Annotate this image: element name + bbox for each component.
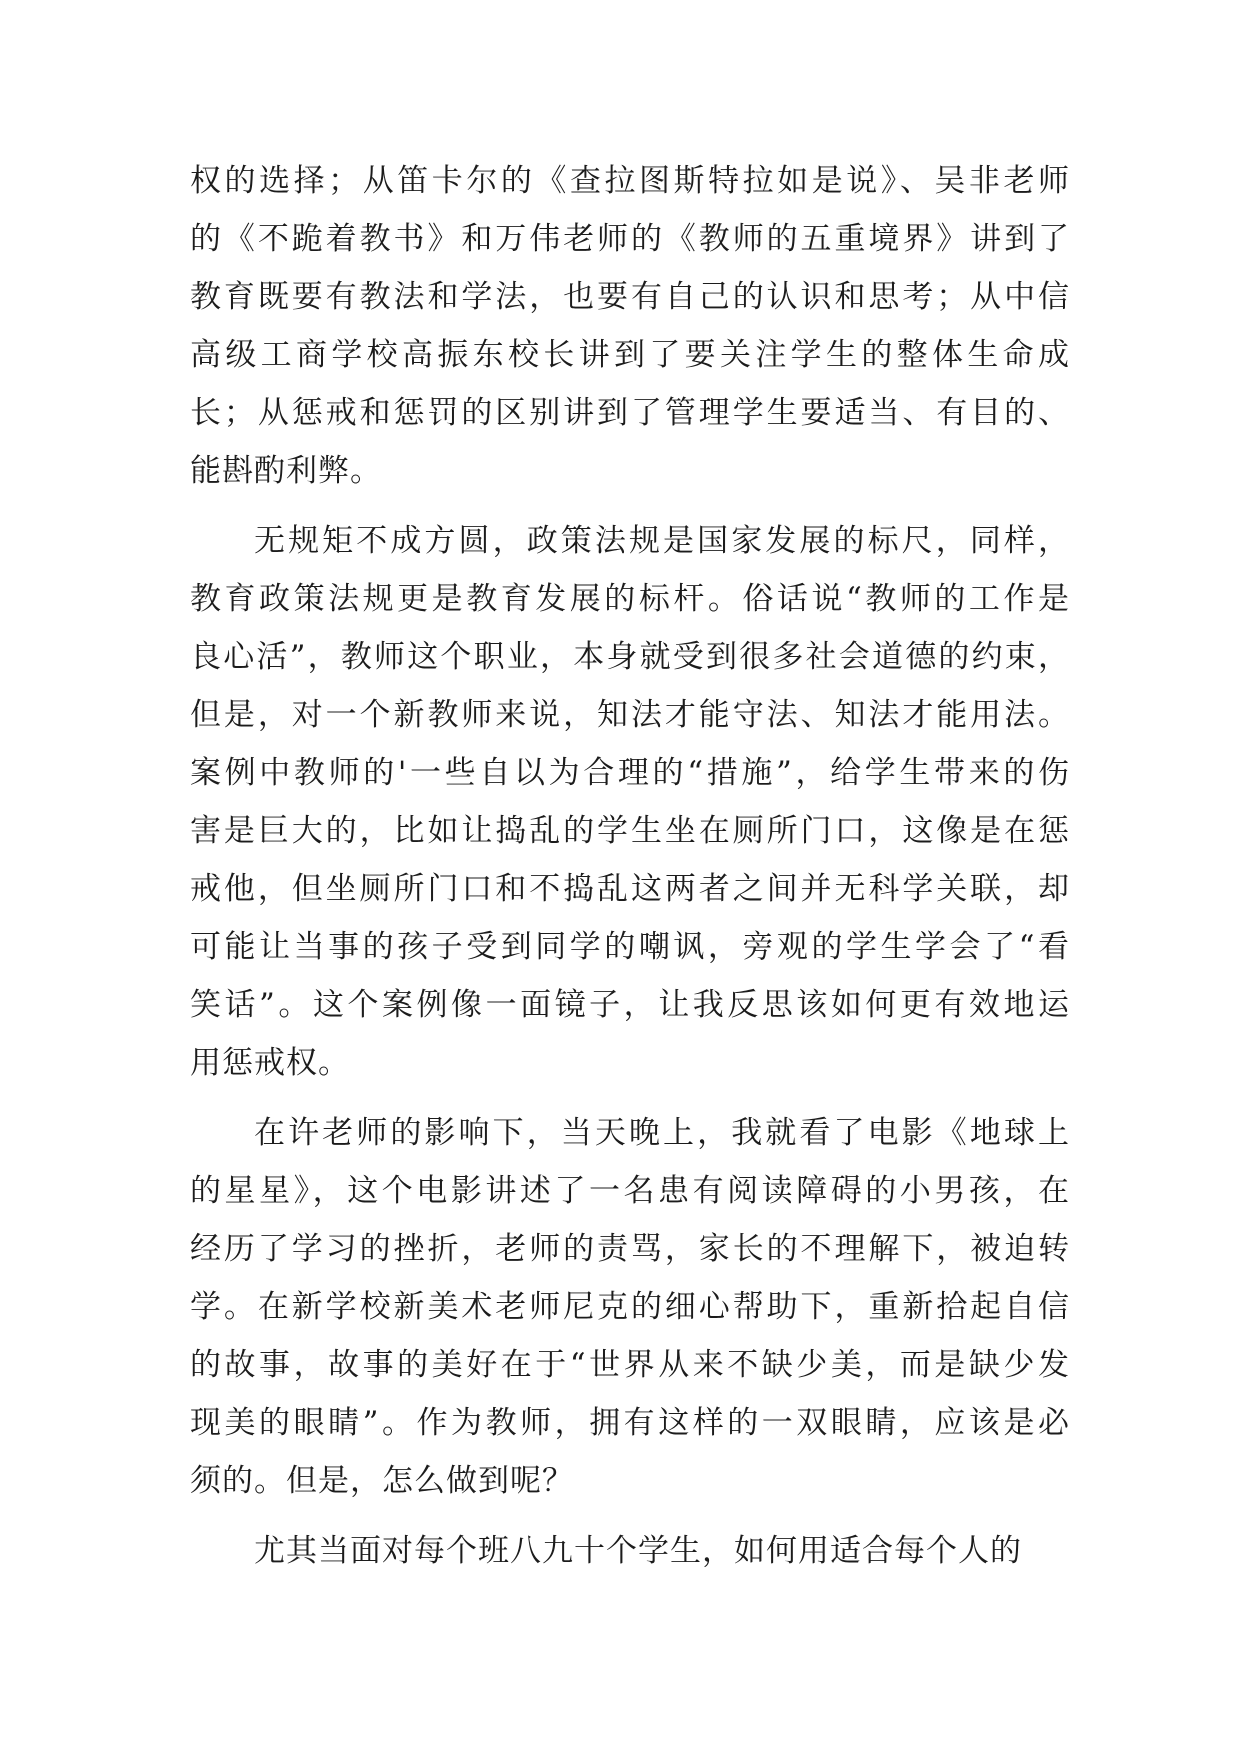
text-line: 现美的眼睛”。作为教师，拥有这样的一双眼睛，应该是必 [190,1405,1070,1441]
text-line: 高级工商学校高振东校长讲到了要关注学生的整体生命成 [190,337,1070,373]
paragraph-3 [190,1104,1070,1510]
paragraph-gap [190,1092,1070,1104]
text-line: 经历了学习的挫折，老师的责骂，家长的不理解下，被迫转 [190,1231,1070,1267]
text-line: 长；从惩戒和惩罚的区别讲到了管理学生要适当、有目的、 [190,395,1070,431]
text-line: 尤其当面对每个班八九十个学生，如何用适合每个人的 [254,1533,1022,1569]
text-line: 无规矩不成方圆，政策法规是国家发展的标尺，同样， [254,523,1070,559]
paragraph-4 [190,1522,1070,1580]
text-line: 案例中教师的'一些自以为合理的“措施”，给学生带来的伤 [190,755,1070,791]
text-line: 但是，对一个新教师来说，知法才能守法、知法才能用法。 [190,697,1070,733]
body-text [190,152,1070,1580]
text-line: 教育政策法规更是教育发展的标杆。俗话说“教师的工作是 [190,581,1070,617]
text-line: 害是巨大的，比如让捣乱的学生坐在厕所门口，这像是在惩 [190,813,1070,849]
text-line: 学。在新学校新美术老师尼克的细心帮助下，重新拾起自信 [190,1289,1070,1325]
paragraph-1 [190,152,1070,500]
text-line: 须的。但是，怎么做到呢？ [190,1463,574,1499]
text-line: 良心活”，教师这个职业，本身就受到很多社会道德的约束， [190,639,1070,675]
text-line: 能斟酌利弊。 [190,453,382,489]
text-line: 戒他，但坐厕所门口和不捣乱这两者之间并无科学关联，却 [190,871,1070,907]
text-line: 可能让当事的孩子受到同学的嘲讽，旁观的学生学会了“看 [190,929,1070,965]
text-line: 在许老师的影响下，当天晚上，我就看了电影《地球上 [254,1115,1070,1151]
text-line: 的故事，故事的美好在于“世界从来不缺少美，而是缺少发 [190,1347,1070,1383]
text-line: 的《不跪着教书》和万伟老师的《教师的五重境界》讲到了 [190,221,1070,257]
paragraph-2 [190,512,1070,1092]
text-line: 教育既要有教法和学法，也要有自己的认识和思考；从中信 [190,279,1070,315]
text-line: 权的选择；从笛卡尔的《查拉图斯特拉如是说》、吴非老师 [190,163,1070,199]
paragraph-gap [190,500,1070,512]
text-line: 笑话”。这个案例像一面镜子，让我反思该如何更有效地运 [190,987,1070,1023]
paragraph-gap [190,1510,1070,1522]
text-line: 用惩戒权。 [190,1045,350,1081]
text-line: 的星星》，这个电影讲述了一名患有阅读障碍的小男孩，在 [190,1173,1070,1209]
